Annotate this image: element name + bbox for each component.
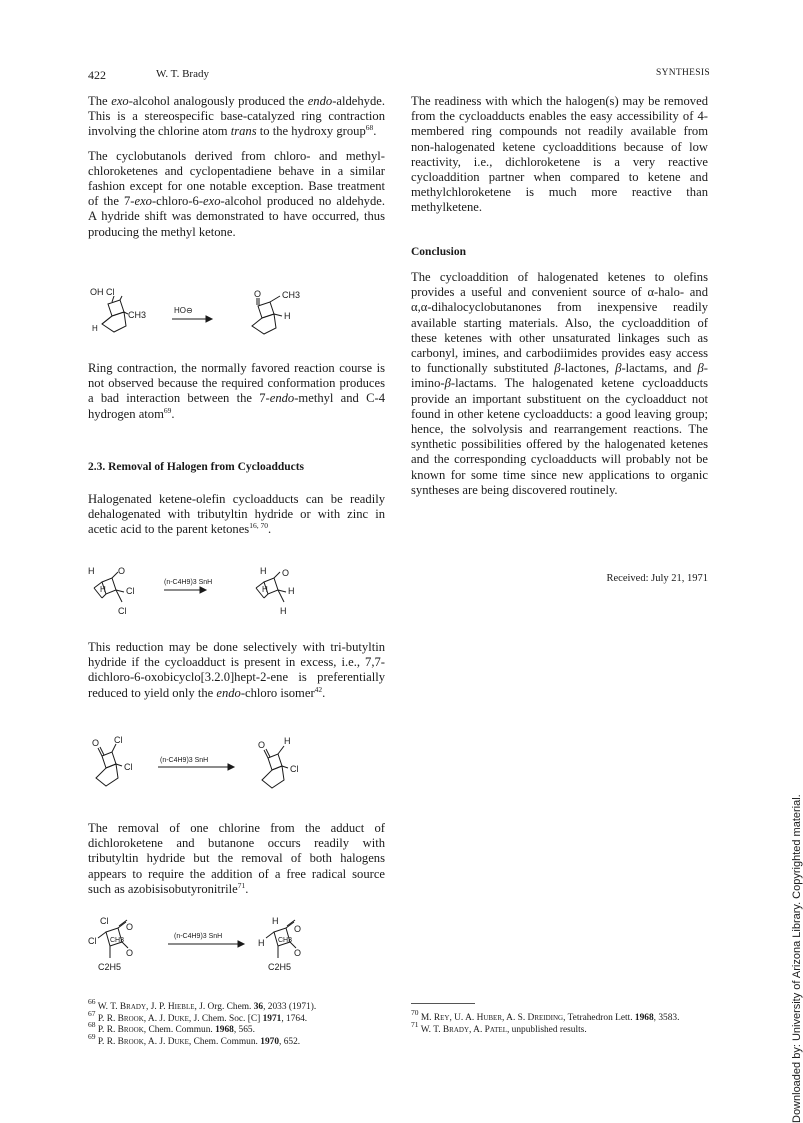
left-column-p5 [88,640,385,710]
section-title: Conclusion [411,246,466,258]
footnote: $^{67}$ P. R. Brook, A. J. Duke, J. Chem. Soc. [C] 1971, 1764. [88,1008,308,1024]
section-heading-2-3 [88,460,385,484]
oxygen-label: O [126,922,134,932]
oxygen-label: O [118,566,126,576]
oxygen-label: O [254,289,262,299]
section-title: 2.3. Removal of Halogen from Cycloadducts [88,461,305,473]
oxygen-label: O [126,948,134,958]
footnote-rule [411,1003,475,1004]
scheme-butanone-adduct [88,914,348,978]
h-label: H [92,324,98,333]
page-number: 422 [88,68,106,82]
right-column-conclusion [411,270,708,507]
h-label: H [284,311,291,321]
methyl-label: CH3 [282,290,301,300]
oxygen-label: O [294,924,302,934]
oxygen-label: O [282,568,290,578]
scheme-dehalogenation [88,566,348,622]
footnotes-left [88,997,388,1048]
section-heading-conclusion [411,245,708,269]
footnote: $^{71}$ W. T. Brady, A. Patel, unpublished results. [411,1019,587,1035]
right-column-top [411,94,708,225]
h-label: H [258,938,265,948]
received-date: Received: July 21, 1971 [606,573,708,584]
paragraph: The readiness with which the halogen(s) may be removed from the cycloadducts enables the easy accessibility of 4-membered ring compounds not readily available from non-halogenated ketene cycloadditions because of low reactivity, i.e., dichloroketene is a very reactive cycloaddition partner when compared to ketene and methylchloroketene is much more reactive than methylketene. [411,94,708,215]
scheme-hydride-shift [88,286,348,346]
left-column-mid [88,361,385,431]
chlorine-label: Cl [124,762,133,772]
scheme-selective-reduction [88,736,348,806]
methyl-label: CH3 [278,937,293,944]
ethyl-label: C2H5 [268,962,292,972]
left-column-top [88,94,385,249]
journal-name: SYNTHESIS [656,68,710,78]
paragraph: The exo-alcohol analogously produced the endo-aldehyde. This is a stereospecific base-catalyzed ring contraction involving the chlorine atom trans to the hydroxy group$^{68}$. [88,94,385,139]
h-label: H [262,585,268,594]
h-label: H [288,586,295,596]
left-column-p4 [88,492,385,547]
h-label: H [88,566,95,576]
running-author: W. T. Brady [156,68,209,80]
left-column-p6 [88,821,385,906]
reagent-label: (n-C4H9)3 SnH [164,579,213,586]
chlorine-label: Cl [114,735,123,745]
paragraph: The cyclobutanols derived from chloro- and methyl-chloroketenes and cyclopentadiene behave in a similar fashion except for one notable exception. Base treatment of the 7-exo-chloro-6-exo-alcohol produced no aldehyde. A hydride shift was demonstrated to have occurred, thus producing the methyl ketone. [88,148,385,239]
h-label: H [272,916,279,926]
download-notice: Downloaded by: University of Arizona Library. Copyrighted material. [791,794,803,1123]
paragraph: The removal of one chlorine from the adduct of dichloroketene and butanone occurs readily with tributyltin hydride but the removal of both halogens appears to require the addition of a free radical source such as azobisisobutyronitrile$^{71}$. [88,821,385,896]
footnote: $^{70}$ M. Rey, U. A. Huber, A. S. Dreiding, Tetrahedron Lett. 1968, 3583. [411,1008,680,1023]
h-label: H [284,736,291,746]
h-label: H [260,566,267,576]
methyl-label: CH3 [110,937,125,944]
chlorine-label: Cl [118,606,127,616]
h-label: H [100,585,106,594]
h-label: H [280,606,287,616]
oxygen-label: O [92,738,100,748]
chlorine-label: Cl [100,916,109,926]
hydroxy-chloro-label: OH Cl [90,287,115,297]
reagent-label: (n-C4H9)3 SnH [174,933,223,940]
paragraph: Ring contraction, the normally favored reaction course is not observed because the required conformation produces a bad interaction between the 7-endo-methyl and C-4 hydrogen atom$^{69}$. [88,361,385,421]
paragraph: The cycloaddition of halogenated ketenes to olefins provides a useful and convenient source of α-halo- and α,α-dihalocyclobutanones from inexpensive readily available starting materials. Also, the cycloaddition of these ketenes with other unsaturated linkages such as carbonyl, imines, and carbodiimides provides easy access to functionally substituted β-lactones, β-lactams, and β-imino-β-lactams. The halogenated ketene cycloadducts provide an important substituent on the cycloadduct not found in other ketene cycloadducts: a good leaving group; hence, the solvolysis and rearrangement reactions. The synthetic possibilities offered by the halogenated ketenes and the corresponding cycloadducts will probably not be known for some time since new applications to organic syntheses are being discovered routinely. [411,270,708,497]
reagent-label: (n-C4H9)3 SnH [160,757,209,764]
footnotes-right [411,1008,711,1036]
oxygen-label: O [294,948,302,958]
oxygen-label: O [258,740,266,750]
paragraph: Halogenated ketene-olefin cycloadducts can be readily dehalogenated with tributyltin hydride or with zinc in acetic acid to the parent ketones$^{16, 70}$. [88,492,385,537]
footnote: $^{68}$ P. R. Brook, Chem. Commun. 1968, 565. [88,1020,255,1036]
reagent-label: HO⊖ [174,306,193,315]
chlorine-label: Cl [88,936,97,946]
chlorine-label: Cl [290,764,299,774]
paragraph: This reduction may be done selectively with tri-butyltin hydride if the cycloadduct is present in excess, i.e., 7,7-dichloro-6-oxobicyclo[3.2.0]hept-2-ene is preferentially reduced to yield only the endo-chloro isomer$^{42}$. [88,640,385,700]
footnote: $^{69}$ P. R. Brook, A. J. Duke, Chem. Commun. 1970, 652. [88,1031,301,1047]
methyl-label: CH3 [128,310,147,320]
footnote: $^{66}$ W. T. Brady, J. P. Hieble, J. Org. Chem. 36, 2033 (1971). [88,997,317,1012]
chlorine-label: Cl [126,586,135,596]
ethyl-label: C2H5 [98,962,122,972]
